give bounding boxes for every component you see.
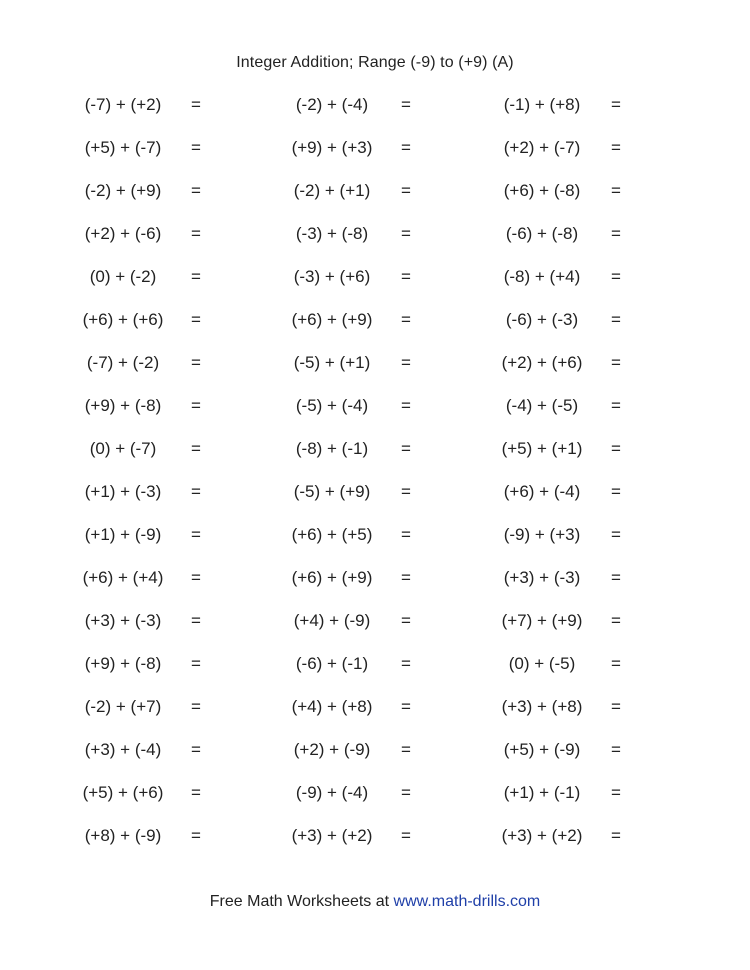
problem-expression: (+6) + (+5) <box>291 525 373 544</box>
equals-sign: = <box>191 525 201 544</box>
problem-expression: (-5) + (+9) <box>293 482 371 501</box>
equals-sign: = <box>401 826 411 845</box>
equals-sign: = <box>191 740 201 759</box>
problem-expression: (+6) + (+4) <box>82 568 164 587</box>
problem-expression: (0) + (-2) <box>89 267 157 286</box>
problem-expression: (-6) + (-8) <box>505 224 579 243</box>
equals-sign: = <box>191 95 201 114</box>
equals-sign: = <box>611 783 621 802</box>
equals-sign: = <box>611 267 621 286</box>
equals-sign: = <box>401 181 411 200</box>
problem-expression: (+6) + (-8) <box>503 181 581 200</box>
equals-sign: = <box>191 826 201 845</box>
equals-sign: = <box>191 439 201 458</box>
equals-sign: = <box>611 439 621 458</box>
problem-expression: (+6) + (+6) <box>82 310 164 329</box>
problem-expression: (+7) + (+9) <box>501 611 583 630</box>
problem-expression: (+2) + (-9) <box>293 740 371 759</box>
equals-sign: = <box>401 267 411 286</box>
equals-sign: = <box>401 396 411 415</box>
problem-expression: (+3) + (+8) <box>501 697 583 716</box>
problem-expression: (+9) + (-8) <box>84 396 162 415</box>
problem-expression: (+5) + (-9) <box>503 740 581 759</box>
equals-sign: = <box>611 95 621 114</box>
problem-row <box>0 437 750 480</box>
problem-row <box>0 652 750 695</box>
equals-sign: = <box>191 138 201 157</box>
problem-expression: (+3) + (+2) <box>501 826 583 845</box>
equals-sign: = <box>401 611 411 630</box>
equals-sign: = <box>191 783 201 802</box>
problem-expression: (+3) + (-4) <box>84 740 162 759</box>
problem-row <box>0 351 750 394</box>
problem-expression: (+1) + (-9) <box>84 525 162 544</box>
problem-expression: (-8) + (-1) <box>295 439 369 458</box>
problem-expression: (-3) + (-8) <box>295 224 369 243</box>
problem-row <box>0 308 750 351</box>
problem-row <box>0 480 750 523</box>
equals-sign: = <box>401 568 411 587</box>
problem-expression: (-5) + (-4) <box>295 396 369 415</box>
problem-expression: (+9) + (+3) <box>291 138 373 157</box>
problem-expression: (-2) + (+1) <box>293 181 371 200</box>
equals-sign: = <box>611 697 621 716</box>
problem-expression: (-5) + (+1) <box>293 353 371 372</box>
problem-expression: (+3) + (+2) <box>291 826 373 845</box>
equals-sign: = <box>611 611 621 630</box>
equals-sign: = <box>401 697 411 716</box>
problem-expression: (+4) + (+8) <box>291 697 373 716</box>
equals-sign: = <box>191 310 201 329</box>
equals-sign: = <box>191 267 201 286</box>
problem-expression: (+1) + (-1) <box>503 783 581 802</box>
equals-sign: = <box>191 611 201 630</box>
equals-sign: = <box>401 654 411 673</box>
problem-row <box>0 695 750 738</box>
equals-sign: = <box>611 353 621 372</box>
problem-expression: (-4) + (-5) <box>505 396 579 415</box>
problem-expression: (+5) + (+1) <box>501 439 583 458</box>
equals-sign: = <box>401 224 411 243</box>
footer-link[interactable]: www.math-drills.com <box>393 893 541 910</box>
problem-expression: (+4) + (-9) <box>293 611 371 630</box>
problem-expression: (+2) + (-7) <box>503 138 581 157</box>
problem-expression: (-9) + (-4) <box>295 783 369 802</box>
equals-sign: = <box>191 654 201 673</box>
equals-sign: = <box>611 525 621 544</box>
problem-expression: (+5) + (-7) <box>84 138 162 157</box>
equals-sign: = <box>611 826 621 845</box>
problem-expression: (-3) + (+6) <box>293 267 371 286</box>
problem-expression: (-2) + (-4) <box>295 95 369 114</box>
problem-expression: (+5) + (+6) <box>82 783 164 802</box>
problem-expression: (0) + (-7) <box>89 439 157 458</box>
problem-row <box>0 824 750 867</box>
equals-sign: = <box>401 310 411 329</box>
equals-sign: = <box>611 310 621 329</box>
equals-sign: = <box>401 138 411 157</box>
problem-expression: (+2) + (+6) <box>501 353 583 372</box>
problem-expression: (-1) + (+8) <box>503 95 581 114</box>
equals-sign: = <box>401 439 411 458</box>
problem-expression: (+3) + (-3) <box>503 568 581 587</box>
problem-grid <box>0 93 750 867</box>
problem-expression: (-6) + (-3) <box>505 310 579 329</box>
equals-sign: = <box>401 353 411 372</box>
equals-sign: = <box>191 568 201 587</box>
problem-row <box>0 93 750 136</box>
problem-expression: (+9) + (-8) <box>84 654 162 673</box>
equals-sign: = <box>401 482 411 501</box>
equals-sign: = <box>191 396 201 415</box>
equals-sign: = <box>611 181 621 200</box>
problem-expression: (-2) + (+7) <box>84 697 162 716</box>
problem-expression: (-2) + (+9) <box>84 181 162 200</box>
problem-row <box>0 179 750 222</box>
problem-expression: (-8) + (+4) <box>503 267 581 286</box>
problem-row <box>0 136 750 179</box>
equals-sign: = <box>611 654 621 673</box>
problem-expression: (-7) + (+2) <box>84 95 162 114</box>
problem-row <box>0 222 750 265</box>
equals-sign: = <box>401 740 411 759</box>
equals-sign: = <box>611 396 621 415</box>
problem-row <box>0 523 750 566</box>
footer <box>0 893 750 911</box>
equals-sign: = <box>611 224 621 243</box>
problem-expression: (-7) + (-2) <box>86 353 160 372</box>
problem-expression: (+1) + (-3) <box>84 482 162 501</box>
problem-row <box>0 609 750 652</box>
equals-sign: = <box>191 181 201 200</box>
equals-sign: = <box>191 482 201 501</box>
problem-expression: (-6) + (-1) <box>295 654 369 673</box>
equals-sign: = <box>401 525 411 544</box>
equals-sign: = <box>401 783 411 802</box>
equals-sign: = <box>191 353 201 372</box>
equals-sign: = <box>191 224 201 243</box>
problem-expression: (+6) + (-4) <box>503 482 581 501</box>
problem-row <box>0 738 750 781</box>
problem-expression: (+6) + (+9) <box>291 568 373 587</box>
problem-row <box>0 265 750 308</box>
equals-sign: = <box>191 697 201 716</box>
problem-row <box>0 394 750 437</box>
problem-expression: (+2) + (-6) <box>84 224 162 243</box>
equals-sign: = <box>401 95 411 114</box>
problem-expression: (0) + (-5) <box>508 654 576 673</box>
problem-row <box>0 781 750 824</box>
problem-expression: (-9) + (+3) <box>503 525 581 544</box>
equals-sign: = <box>611 568 621 587</box>
equals-sign: = <box>611 482 621 501</box>
equals-sign: = <box>611 138 621 157</box>
equals-sign: = <box>611 740 621 759</box>
footer-text: Free Math Worksheets at <box>209 893 394 910</box>
problem-expression: (+6) + (+9) <box>291 310 373 329</box>
problem-expression: (+3) + (-3) <box>84 611 162 630</box>
problem-expression: (+8) + (-9) <box>84 826 162 845</box>
worksheet-title: Integer Addition; Range (-9) to (+9) (A) <box>236 54 514 71</box>
problem-row <box>0 566 750 609</box>
